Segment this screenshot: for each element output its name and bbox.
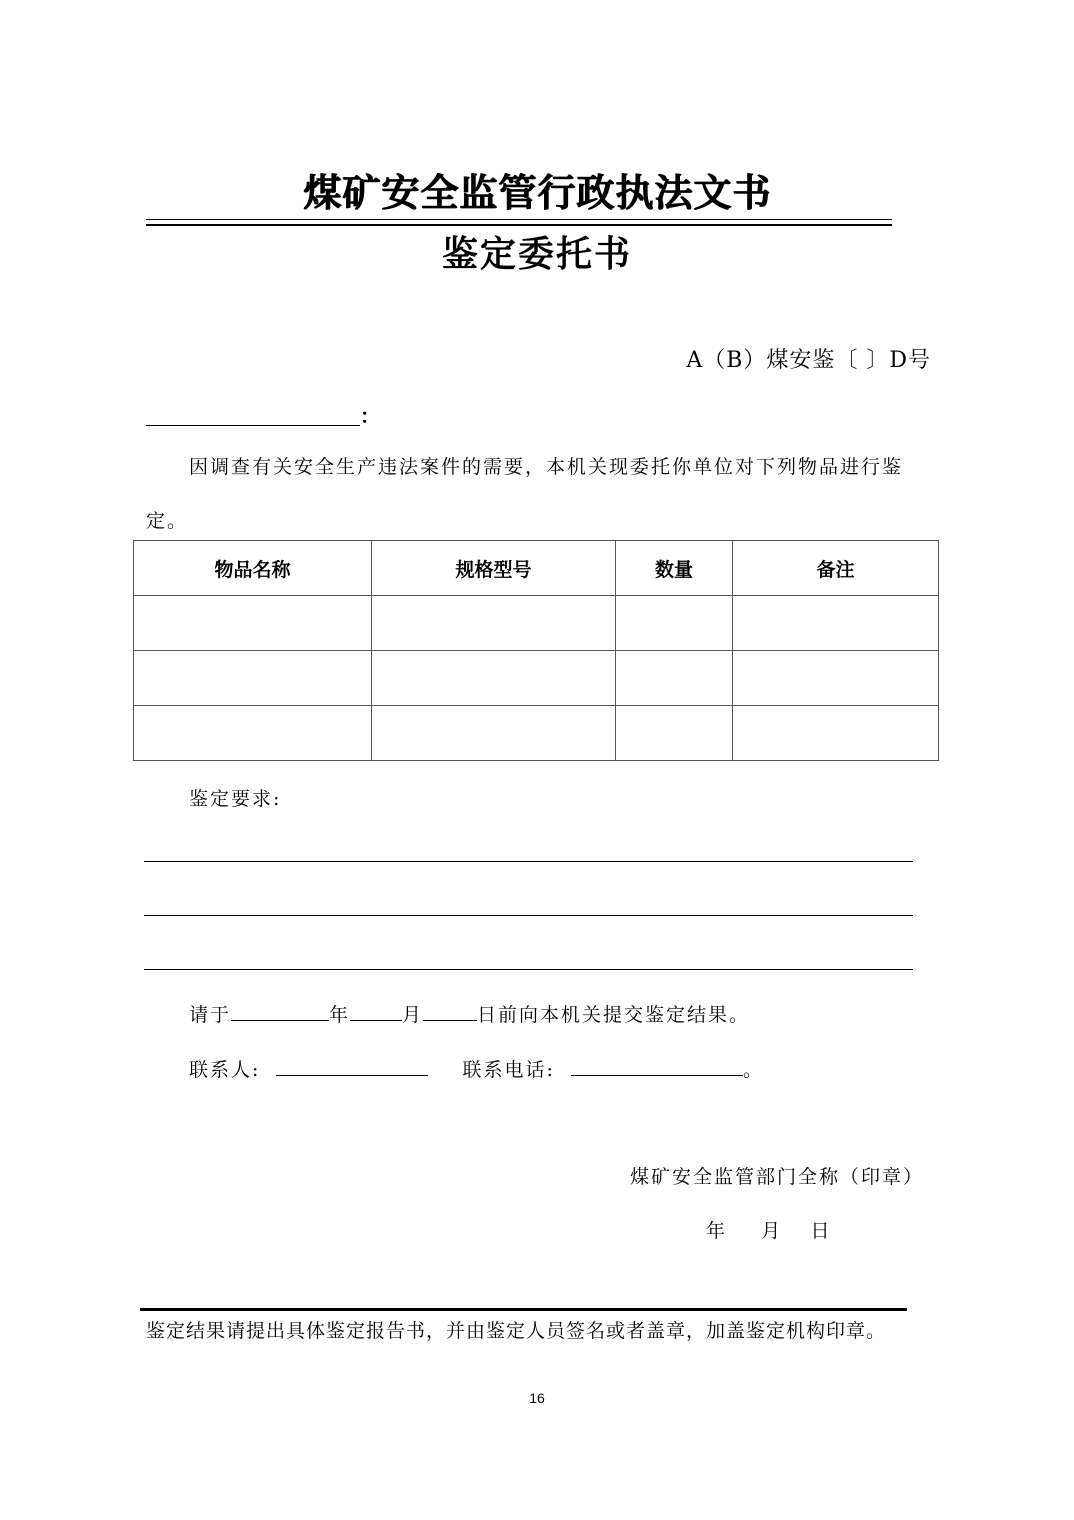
contact-end-mark: 。 xyxy=(743,1059,765,1081)
deadline-line xyxy=(189,998,750,1030)
table-cell xyxy=(733,596,939,651)
requirements-line-2 xyxy=(144,915,913,916)
deadline-day-blank xyxy=(423,998,477,1021)
intro-paragraph-line-1: 因调查有关安全生产违法案件的需要，本机关现委托你单位对下列物品进行鉴 xyxy=(189,456,904,478)
intro-paragraph-line-2: 定。 xyxy=(146,510,189,532)
deadline-month-blank xyxy=(350,998,402,1021)
deadline-month-label: 月 xyxy=(402,1004,424,1026)
signature-year: 年 xyxy=(706,1220,726,1242)
table-cell xyxy=(134,596,372,651)
table-cell xyxy=(372,706,616,761)
requirements-line-3 xyxy=(144,969,913,970)
table-row xyxy=(134,706,939,761)
page-number: 16 xyxy=(529,1390,545,1406)
title-rule-thin xyxy=(146,219,892,220)
issuing-organization-seal: 煤矿安全监管部门全称（印章） xyxy=(629,1166,924,1188)
deadline-suffix: 日前向本机关提交鉴定结果。 xyxy=(477,1004,751,1026)
addressee-blank xyxy=(146,425,360,426)
footnote-rule xyxy=(140,1308,907,1311)
deadline-year-blank xyxy=(231,998,329,1021)
table-cell xyxy=(134,706,372,761)
requirements-label: 鉴定要求: xyxy=(189,788,282,810)
contact-person-blank xyxy=(276,1053,428,1076)
signature-date xyxy=(706,1216,830,1246)
contact-phone-blank xyxy=(571,1053,743,1076)
table-cell xyxy=(616,706,733,761)
signature-month: 月 xyxy=(761,1220,781,1242)
deadline-year-label: 年 xyxy=(329,1004,351,1026)
contact-phone-label: 联系电话: xyxy=(462,1059,555,1081)
table-cell xyxy=(616,651,733,706)
table-cell xyxy=(372,596,616,651)
table-cell xyxy=(372,651,616,706)
title-rule-thick xyxy=(146,224,892,226)
table-row xyxy=(134,596,939,651)
table-header-spec: 规格型号 xyxy=(372,541,616,596)
table-header-remarks: 备注 xyxy=(733,541,939,596)
signature-day: 日 xyxy=(810,1220,830,1242)
table-row xyxy=(134,651,939,706)
table-header-quantity: 数量 xyxy=(616,541,733,596)
contact-person-label: 联系人: xyxy=(189,1059,261,1081)
table-cell xyxy=(616,596,733,651)
table-cell xyxy=(733,651,939,706)
table-cell xyxy=(733,706,939,761)
document-category-title: 煤矿安全监管行政执法文书 xyxy=(302,171,771,215)
deadline-prefix: 请于 xyxy=(189,1004,232,1026)
addressee-colon: ： xyxy=(360,404,380,428)
document-number: A（B）煤安鉴〔 〕D号 xyxy=(686,348,931,373)
document-title: 鉴定委托书 xyxy=(441,234,632,275)
footnote: 鉴定结果请提出具体鉴定报告书，并由鉴定人员签名或者盖章，加盖鉴定机构印章。 xyxy=(146,1320,887,1342)
requirements-line-1 xyxy=(144,861,913,862)
items-table xyxy=(133,540,939,761)
table-header-item-name: 物品名称 xyxy=(134,541,372,596)
table-cell xyxy=(134,651,372,706)
contact-line xyxy=(189,1053,764,1085)
